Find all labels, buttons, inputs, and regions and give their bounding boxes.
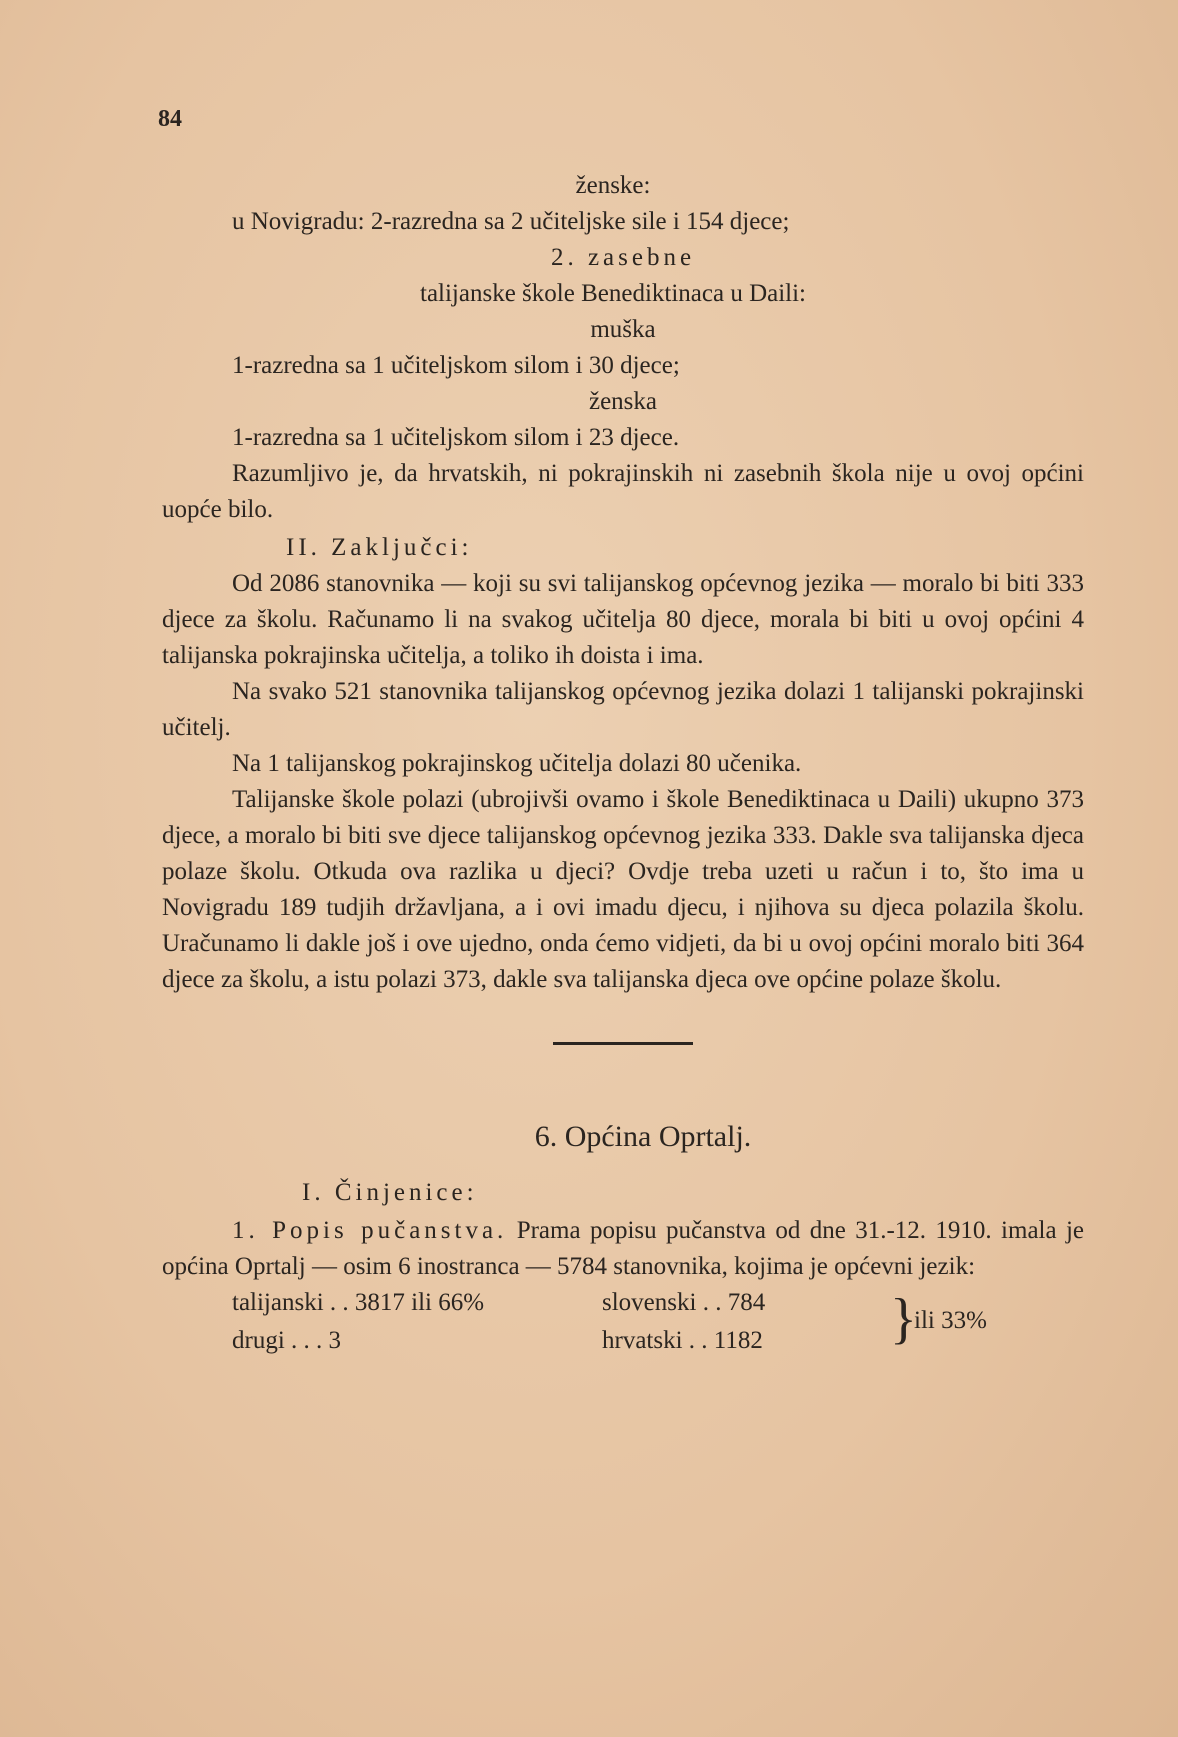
language-stats [162, 1285, 1084, 1361]
stat-slav-percent: ili 33% [914, 1307, 987, 1334]
zenska-heading: ženska [588, 388, 658, 415]
zasebne-heading: 2. zasebne [550, 244, 696, 271]
brace-icon: } [890, 1288, 917, 1350]
conclusion-paragraph-2: Na svako 521 stanovnika talijanskog općevnog jezika dolazi 1 talijanski pokrajinski učitelj. [162, 678, 1084, 741]
section-divider [553, 1042, 693, 1045]
popis-paragraph [162, 1213, 1084, 1285]
popis-lead: 1. Popis pučanstva. [232, 1217, 508, 1244]
cinjenice-heading: I. Činjenice: [302, 1179, 478, 1206]
razumljivo-paragraph: Razumljivo je, da hrvatskih, ni pokrajinskih ni zasebnih škola nije u ovoj općini uopće bilo. [162, 460, 1084, 523]
page-content [162, 168, 1084, 1361]
zenske-heading: ženske: [575, 172, 651, 199]
stat-talijanski: talijanski . . 3817 ili 66% [232, 1289, 485, 1316]
conclusion-paragraph-1: Od 2086 stanovnika — koji su svi talijanskog općevnog jezika — moralo bi biti 333 djece za školu. Računamo li na svakog učitelja 80 djece, morala bi biti u ovoj općini 4 talijanska pokrajinska učitelja, a toliko ih doista i ima. [162, 570, 1084, 669]
novigrad-line: u Novigradu: 2-razredna sa 2 učiteljske sile i 154 djece; [232, 208, 790, 235]
muska-heading: muška [590, 316, 656, 343]
stat-hrvatski: hrvatski . . 1182 [602, 1327, 763, 1354]
zakljucci-heading: II. Zaključci: [286, 534, 473, 561]
conclusion-paragraph-3: Na 1 talijanskog pokrajinskog učitelja dolazi 80 učenika. [232, 750, 802, 777]
stat-slovenski: slovenski . . 784 [602, 1289, 766, 1316]
popis-text: Prama popisu pučanstva od dne 31.-12. 1910. imala je općina Oprtalj — osim 6 inostranca — 5784 stanovnika, kojima je općevni jezik: [162, 1217, 1085, 1280]
zenska-line: 1-razredna sa 1 učiteljskom silom i 23 djece. [232, 424, 680, 451]
page-number: 84 [158, 106, 182, 132]
section-title: 6. Općina Oprtalj. [534, 1120, 752, 1153]
benediktinci-line: talijanske škole Benediktinaca u Daili: [420, 280, 806, 307]
conclusion-paragraph-4: Talijanske škole polazi (ubrojivši ovamo i škole Benediktinaca u Daili) ukupno 373 djece, a moralo bi biti sve djece talijanskog općevnog jezika 333. Dakle sva talijanska djeca polaze školu. Otkuda ova razlika u djeci? Ovdje treba uzeti u račun i to, što ima u Novigradu 189 tudjih državljana, a i ovi imadu djecu, i njihova su djeca polazila školu. Uračunamo li dakle još i ove ujedno, onda ćemo vidjeti, da bi u ovoj općini moralo biti 364 djece za školu, a istu polazi 373, dakle sva talijanska djeca ove općine polaze školu. [162, 786, 1084, 993]
stat-drugi: drugi . . . 3 [232, 1327, 342, 1354]
muska-line: 1-razredna sa 1 učiteljskom silom i 30 djece; [232, 352, 680, 379]
